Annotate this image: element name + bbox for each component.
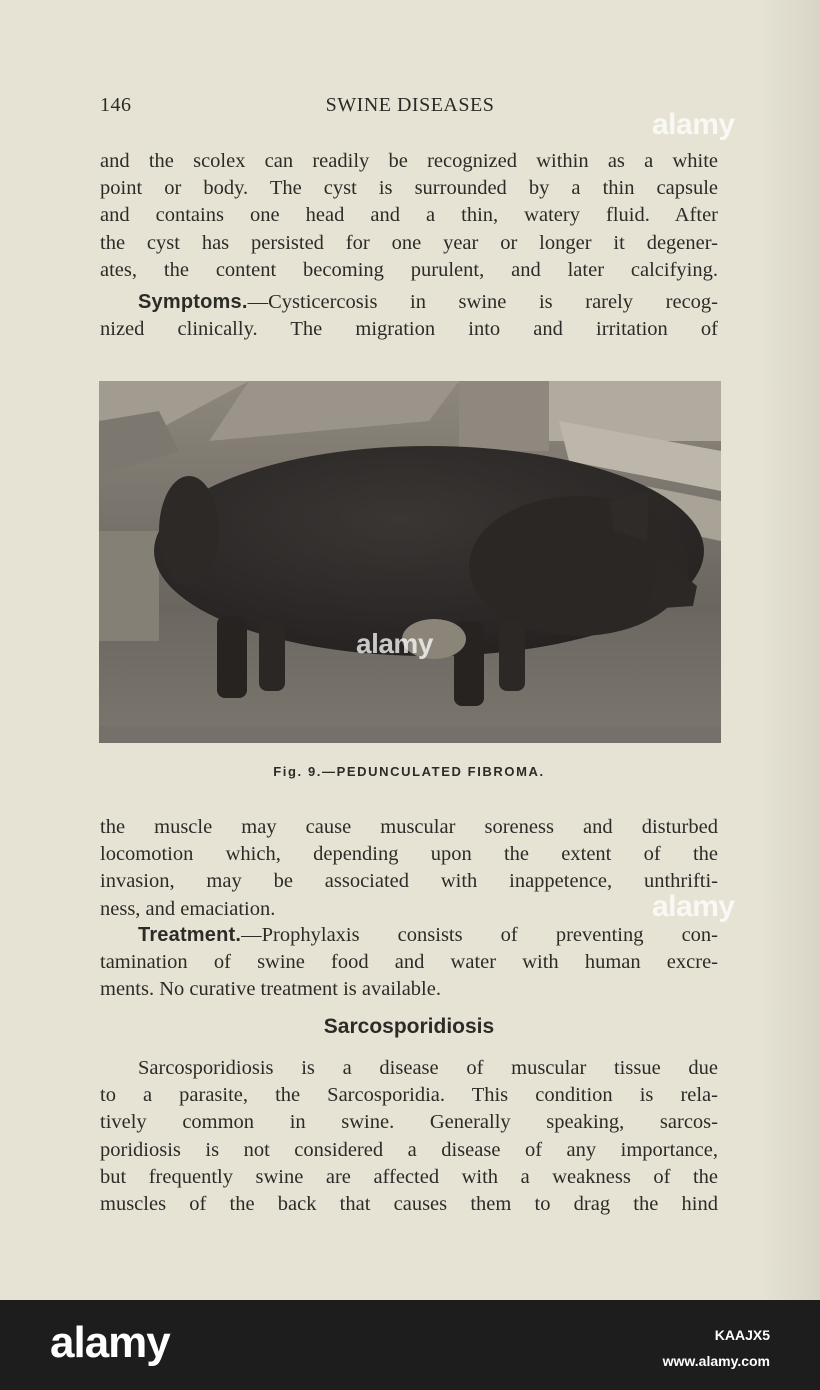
text-line: poridiosis is not considered a disease of any importance, [100,1138,718,1161]
text-line: locomotion which, depending upon the extent of the [100,843,718,866]
image-id: KAAJX5 [714,1327,770,1343]
page-header [100,94,720,122]
treatment-heading: Treatment. [138,924,242,946]
text-line: invasion, may be associated with inappetence, unthrifti- [100,870,718,893]
text-line: and contains one head and a thin, watery fluid. After [100,204,718,227]
text-line: but frequently swine are affected with a weakness of the [100,1165,718,1188]
text-line: Sarcosporidiosis is a disease of muscular tissue due [138,1057,718,1079]
text-line: tamination of swine food and water with human excre- [100,951,718,974]
footer-logo: alamy [50,1318,170,1367]
watermark-text: alamy [652,890,735,923]
paragraph-cyst [100,148,718,284]
text-line: to a parasite, the Sarcosporidia. This condition is rela- [100,1084,718,1107]
text-line: point or body. The cyst is surrounded by a thin capsule [100,177,718,200]
section-heading: Sarcosporidiosis [323,1015,495,1038]
text-line [100,922,718,949]
figure-photo-pig [99,381,721,743]
text-line: the muscle may cause muscular soreness and disturbed [100,816,718,838]
watermark-text: alamy [356,628,433,659]
watermark-text: alamy [652,108,735,141]
paragraph-muscle [100,814,718,923]
site-url: www.alamy.com [662,1353,770,1369]
text-line-rest: —Cysticercosis in swine is rarely recog- [247,291,718,313]
text-line: the cyst has persisted for one year or longer it degener- [100,231,718,254]
text-line [100,289,718,316]
text-line-rest: —Prophylaxis consists of preventing con- [241,924,718,946]
text-line: tively common in swine. Generally speaking, sarcos- [100,1111,718,1134]
text-line: and the scolex can readily be recognized within as a white [100,150,718,172]
paragraph-sarcosporidiosis [100,1055,718,1218]
footer-info [663,1322,770,1374]
running-head: SWINE DISEASES [325,94,495,116]
text-line: muscles of the back that causes them to drag the hind [100,1193,718,1216]
text-line: nized clinically. The migration into and irritation of [100,318,718,341]
figure-caption: Fig. 9.—PEDUNCULATED FIBROMA. [273,764,545,779]
pig-photo-illustration [99,381,721,743]
symptoms-heading: Symptoms. [138,291,248,313]
text-line: ates, the content becoming purulent, and later calcifying. [100,258,718,281]
paragraph-symptoms [100,289,718,343]
text-line: ness, and emaciation. [100,897,276,920]
page-number: 146 [100,94,132,116]
paragraph-treatment [100,922,718,1004]
text-line: ments. No curative treatment is available. [100,978,441,1001]
